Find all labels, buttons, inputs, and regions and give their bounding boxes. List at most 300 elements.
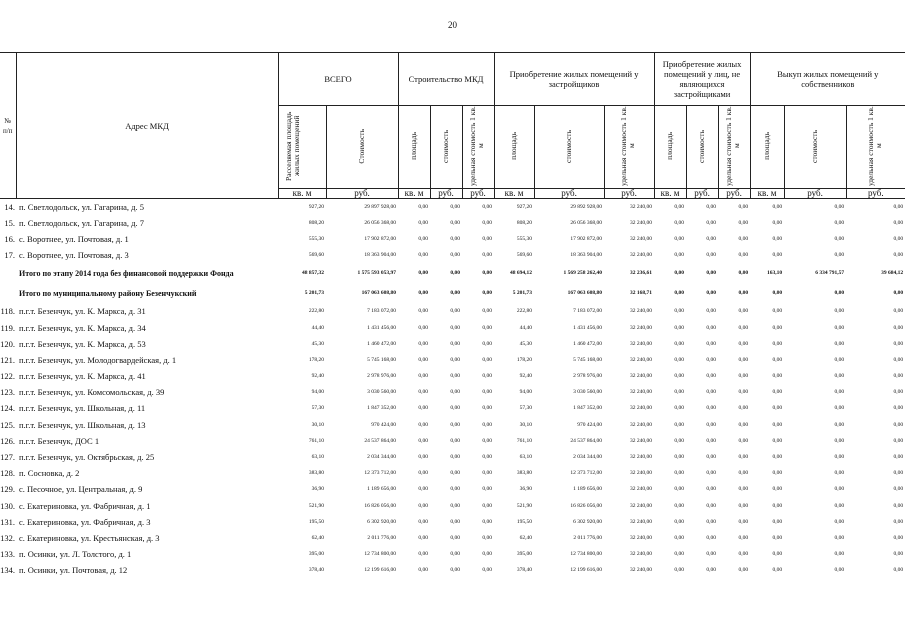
row-index: 120.	[0, 338, 15, 349]
row-address: с. Воротнее, ул. Почтовая, д. 1	[19, 233, 129, 244]
row-value: 36,90	[311, 486, 324, 493]
row-value: 92,40	[311, 373, 324, 380]
row-value: 0,00	[418, 203, 428, 210]
row-value: 0,00	[482, 389, 493, 396]
subheader-unit-cost: удельная стоимость 1 кв. м	[718, 106, 750, 189]
row-value: 0,00	[738, 203, 749, 210]
table-row	[0, 562, 905, 578]
row-value: 0,00	[706, 324, 717, 331]
row-value: 0,00	[893, 437, 904, 444]
row-value: 0,00	[450, 324, 460, 331]
row-value: 0,00	[674, 219, 685, 226]
row-address: п. Осинки, ул. Почтовая, д. 12	[19, 565, 128, 576]
resettlement-table	[0, 52, 905, 578]
row-value: 0,00	[738, 340, 749, 347]
row-value: 30,10	[311, 421, 324, 428]
row-index: 15.	[4, 217, 15, 228]
row-value: 0,00	[772, 518, 783, 525]
row-address: с. Песочное, ул. Центральная, д. 9	[19, 484, 143, 495]
row-address: п.г.т. Безенчук, ул. Октябрьская, д. 25	[19, 452, 155, 463]
row-value: 0,00	[738, 270, 749, 277]
row-value: 32 240,00	[630, 389, 653, 396]
row-value: 0,00	[450, 421, 460, 428]
table-row	[0, 352, 905, 368]
row-value: 0,00	[674, 373, 685, 380]
row-value: 0,00	[893, 356, 904, 363]
row-value: 0,00	[772, 486, 783, 493]
row-index: 14.	[4, 201, 15, 212]
row-address: п.г.т. Безенчук, ул. К. Маркса, д. 31	[19, 306, 146, 317]
row-value: 0,00	[706, 389, 717, 396]
row-value: 0,00	[674, 405, 685, 412]
row-value: 12 734 800,00	[570, 551, 603, 558]
row-value: 0,00	[674, 454, 685, 461]
row-value: 0,00	[418, 454, 428, 461]
table-row	[0, 400, 905, 416]
row-index: 17.	[4, 250, 15, 261]
row-value: 0,00	[738, 308, 749, 315]
row-value: 0,00	[893, 405, 904, 412]
row-index: 127.	[0, 452, 15, 463]
row-value: 0,00	[674, 534, 685, 541]
row-value: 0,00	[772, 235, 783, 242]
row-value: 32 168,71	[630, 290, 653, 297]
row-value: 32 240,00	[630, 405, 653, 412]
row-value: 0,00	[738, 502, 749, 509]
table-header	[0, 53, 905, 199]
subheader-area: площадь	[654, 106, 686, 189]
row-value: 0,00	[418, 405, 428, 412]
row-value: 0,00	[674, 252, 685, 259]
row-value: 16 826 056,00	[570, 502, 603, 509]
row-value: 383,80	[516, 470, 533, 477]
row-value: 0,00	[482, 486, 493, 493]
table-row	[0, 433, 905, 449]
row-value: 39 684,12	[881, 270, 904, 277]
subheader-area: площадь	[398, 106, 430, 189]
table-row	[0, 319, 905, 335]
row-value: 0,00	[738, 373, 749, 380]
row-value: 32 240,00	[630, 340, 653, 347]
header-group-buyout: Выкуп жилых помещений у собственников	[750, 53, 905, 106]
row-value: 62,40	[519, 534, 533, 541]
row-index: 131.	[0, 516, 15, 527]
row-value: 0,00	[674, 389, 685, 396]
row-value: 395,00	[516, 551, 533, 558]
row-value: 57,30	[311, 405, 324, 412]
row-value: 0,00	[418, 270, 428, 277]
row-value: 0,00	[834, 486, 845, 493]
row-value: 0,00	[834, 551, 845, 558]
row-value: 6 302 920,00	[367, 518, 396, 525]
row-value: 0,00	[450, 551, 460, 558]
row-value: 0,00	[418, 470, 428, 477]
row-value: 17 902 872,00	[570, 235, 603, 242]
row-value: 0,00	[706, 518, 717, 525]
row-value: 32 236,61	[630, 270, 653, 277]
row-value: 0,00	[834, 421, 845, 428]
row-value: 1 431 456,00	[573, 324, 603, 331]
row-value: 0,00	[418, 356, 428, 363]
row-value: 569,60	[308, 252, 324, 259]
row-value: 32 240,00	[630, 534, 653, 541]
row-value: 92,40	[519, 373, 533, 380]
row-value: 0,00	[738, 518, 749, 525]
row-value: 32 240,00	[630, 437, 653, 444]
row-value: 0,00	[482, 470, 493, 477]
table-row	[0, 530, 905, 546]
row-value: 0,00	[893, 389, 904, 396]
row-value: 1 569 258 262,40	[563, 270, 603, 277]
row-value: 32 240,00	[630, 486, 653, 493]
row-value: 555,30	[308, 235, 324, 242]
row-value: 0,00	[706, 454, 717, 461]
row-value: 0,00	[674, 290, 685, 297]
row-value: 3 030 560,00	[367, 389, 396, 396]
total-row	[0, 263, 905, 283]
row-value: 32 240,00	[630, 518, 653, 525]
row-value: 0,00	[450, 356, 460, 363]
row-value: 0,00	[674, 502, 685, 509]
row-value: 7 183 072,00	[573, 308, 603, 315]
row-value: 0,00	[834, 389, 845, 396]
row-value: 0,00	[834, 567, 845, 574]
table-row	[0, 336, 905, 352]
row-value: 0,00	[482, 373, 493, 380]
row-index: 130.	[0, 500, 15, 511]
row-value: 0,00	[738, 470, 749, 477]
row-value: 0,00	[772, 437, 783, 444]
row-value: 0,00	[834, 454, 845, 461]
row-value: 0,00	[893, 373, 904, 380]
unit-label: руб.	[430, 189, 462, 199]
row-value: 555,30	[516, 235, 533, 242]
row-value: 163,10	[766, 270, 783, 277]
row-value: 12 373 712,00	[364, 470, 396, 477]
row-index: 118.	[0, 306, 15, 317]
row-index: 128.	[0, 468, 15, 479]
row-value: 62,40	[311, 534, 324, 541]
row-value: 32 240,00	[630, 470, 653, 477]
subheader-area-total: Расселяемая площадь жилых помещений	[278, 106, 326, 189]
row-value: 0,00	[418, 308, 428, 315]
subheader-cost: стоимость	[784, 106, 846, 189]
row-value: 0,00	[834, 356, 845, 363]
row-address: п.г.т. Безенчук, ДОС 1	[19, 435, 100, 446]
row-value: 0,00	[482, 270, 493, 277]
row-value: 0,00	[706, 252, 717, 259]
row-value: 12 734 800,00	[364, 551, 396, 558]
row-value: 0,00	[738, 551, 749, 558]
row-value: 970 424,00	[371, 421, 396, 428]
row-value: 2 978 976,00	[367, 373, 396, 380]
row-value: 0,00	[482, 502, 493, 509]
row-value: 0,00	[772, 373, 783, 380]
row-value: 0,00	[482, 534, 493, 541]
row-value: 16 826 056,00	[364, 502, 396, 509]
row-value: 0,00	[738, 389, 749, 396]
row-value: 0,00	[706, 340, 717, 347]
table-row	[0, 546, 905, 562]
row-value: 1 575 593 053,97	[357, 270, 396, 277]
row-value: 0,00	[772, 567, 783, 574]
row-value: 0,00	[482, 421, 493, 428]
row-value: 32 240,00	[630, 454, 653, 461]
row-value: 5 745 168,00	[367, 356, 396, 363]
row-value: 0,00	[834, 308, 845, 315]
row-value: 0,00	[893, 470, 904, 477]
row-value: 0,00	[772, 290, 783, 297]
row-value: 0,00	[738, 219, 749, 226]
row-value: 32 240,00	[630, 235, 653, 242]
row-value: 0,00	[738, 235, 749, 242]
row-address: п.г.т. Безенчук, ул. К. Маркса, д. 41	[19, 371, 146, 382]
row-value: 48 694,12	[510, 270, 533, 277]
row-value: 0,00	[450, 502, 460, 509]
row-value: 0,00	[418, 389, 428, 396]
row-value: 0,00	[772, 534, 783, 541]
row-value: 94,00	[519, 389, 533, 396]
row-index: 134.	[0, 565, 15, 576]
row-value: 0,00	[450, 308, 460, 315]
row-value: 44,40	[311, 324, 324, 331]
row-address: п. Светлодольск, ул. Гагарина, д. 7	[19, 217, 144, 228]
unit-label: руб.	[534, 189, 604, 199]
row-value: 0,00	[674, 235, 685, 242]
row-value: 32 240,00	[630, 421, 653, 428]
row-value: 0,00	[738, 454, 749, 461]
row-value: 0,00	[834, 252, 845, 259]
row-value: 5 201,73	[512, 290, 533, 297]
row-value: 2 978 976,00	[573, 373, 603, 380]
row-value: 0,00	[674, 324, 685, 331]
row-value: 1 431 456,00	[367, 324, 396, 331]
row-value: 178,20	[308, 356, 324, 363]
row-value: 0,00	[893, 502, 904, 509]
row-address: п. Сосновка, д. 2	[19, 468, 80, 479]
row-value: 761,10	[308, 437, 324, 444]
row-value: 0,00	[418, 518, 428, 525]
row-value: 0,00	[706, 567, 717, 574]
row-value: 0,00	[482, 203, 493, 210]
table-row	[0, 199, 905, 215]
row-value: 32 240,00	[630, 502, 653, 509]
row-value: 0,00	[706, 219, 717, 226]
row-value: 0,00	[482, 437, 493, 444]
row-value: 521,90	[308, 502, 324, 509]
row-value: 17 902 872,00	[364, 235, 396, 242]
row-value: 0,00	[772, 405, 783, 412]
row-value: 32 240,00	[630, 219, 653, 226]
table-row	[0, 384, 905, 400]
unit-label: кв. м	[494, 189, 534, 199]
row-value: 0,00	[893, 235, 904, 242]
row-value: 0,00	[418, 340, 428, 347]
row-value: 521,90	[516, 502, 533, 509]
row-value: 0,00	[738, 290, 749, 297]
row-value: 970 424,00	[577, 421, 603, 428]
row-value: 0,00	[772, 308, 783, 315]
row-value: 0,00	[738, 567, 749, 574]
row-value: 178,20	[516, 356, 533, 363]
row-value: 0,00	[418, 502, 428, 509]
row-value: 44,40	[519, 324, 533, 331]
row-value: 0,00	[450, 235, 460, 242]
row-value: 0,00	[674, 567, 685, 574]
row-value: 63,10	[519, 454, 533, 461]
row-value: 0,00	[706, 470, 717, 477]
row-value: 0,00	[772, 203, 783, 210]
row-value: 0,00	[834, 324, 845, 331]
row-index: 121.	[0, 354, 15, 365]
row-value: 24 537 864,00	[364, 437, 396, 444]
row-value: 0,00	[834, 437, 845, 444]
row-address: п.г.т. Безенчук, ул. Школьная, д. 13	[19, 419, 146, 430]
row-value: 0,00	[674, 340, 685, 347]
row-value: 0,00	[674, 551, 685, 558]
row-value: 0,00	[772, 502, 783, 509]
row-value: 0,00	[706, 235, 717, 242]
row-value: 0,00	[482, 518, 493, 525]
subheader-unit-cost: удельная стоимость 1 кв. м	[846, 106, 905, 189]
row-index	[0, 263, 16, 283]
table-row	[0, 417, 905, 433]
row-value: 195,50	[516, 518, 533, 525]
row-value: 7 183 072,00	[367, 308, 396, 315]
header-group-total: ВСЕГО	[278, 53, 398, 106]
row-value: 0,00	[450, 219, 460, 226]
row-value: 0,00	[450, 252, 460, 259]
row-value: 0,00	[450, 389, 460, 396]
unit-label: руб.	[326, 189, 398, 199]
subheader-cost: стоимость	[430, 106, 462, 189]
table-row	[0, 514, 905, 530]
row-value: 0,00	[418, 219, 428, 226]
header-group-developers: Приобретение жилых помещений у застройщиков	[494, 53, 654, 106]
row-address: с. Екатериновка, ул. Крестьянская, д. 3	[19, 532, 160, 543]
unit-label: руб.	[846, 189, 905, 199]
row-index: 122.	[0, 371, 15, 382]
row-value: 29 892 928,00	[570, 203, 603, 210]
row-address: Итого по этапу 2014 года без финансовой поддержки Фонда	[19, 268, 234, 278]
row-value: 0,00	[706, 290, 717, 297]
page-number: 20	[448, 20, 457, 30]
row-value: 0,00	[893, 340, 904, 347]
row-value: 0,00	[772, 470, 783, 477]
row-value: 2 011 776,00	[367, 534, 396, 541]
row-value: 0,00	[418, 373, 428, 380]
row-index: 124.	[0, 403, 15, 414]
unit-label: руб.	[604, 189, 654, 199]
total-row	[0, 283, 905, 303]
row-value: 0,00	[418, 437, 428, 444]
row-value: 12 199 616,00	[570, 567, 603, 574]
table-row	[0, 215, 905, 231]
row-value: 0,00	[834, 470, 845, 477]
subheader-unit-cost: удельная стоимость 1 кв. м	[462, 106, 494, 189]
row-value: 378,40	[516, 567, 533, 574]
subheader-area: площадь	[750, 106, 784, 189]
row-value: 1 460 472,00	[367, 340, 396, 347]
row-value: 0,00	[834, 518, 845, 525]
row-value: 0,00	[450, 534, 460, 541]
row-value: 761,10	[516, 437, 533, 444]
row-value: 0,00	[834, 290, 845, 297]
row-address: п.г.т. Безенчук, ул. Школьная, д. 11	[19, 403, 146, 414]
row-value: 0,00	[706, 308, 717, 315]
row-address: с. Воротнее, ул. Почтовая, д. 3	[19, 250, 129, 261]
row-value: 0,00	[450, 290, 460, 297]
row-value: 808,20	[308, 219, 324, 226]
row-value: 927,20	[516, 203, 533, 210]
row-value: 0,00	[418, 235, 428, 242]
header-group-construction: Строительство МКД	[398, 53, 494, 106]
row-value: 6 334 791,57	[815, 270, 845, 277]
row-value: 0,00	[706, 551, 717, 558]
row-value: 3 030 560,00	[573, 389, 603, 396]
table-body	[0, 199, 905, 579]
row-value: 32 240,00	[630, 356, 653, 363]
row-address: п.г.т. Безенчук, ул. К. Маркса, д. 53	[19, 338, 146, 349]
row-address: с. Екатериновка, ул. Фабричная, д. 1	[19, 500, 151, 511]
row-value: 0,00	[450, 405, 460, 412]
subheader-cost: стоимость	[534, 106, 604, 189]
row-value: 0,00	[706, 356, 717, 363]
row-value: 0,00	[482, 308, 493, 315]
row-value: 0,00	[834, 340, 845, 347]
row-index: 16.	[4, 233, 15, 244]
row-value: 0,00	[706, 405, 717, 412]
row-value: 0,00	[893, 252, 904, 259]
header-index: № п/п	[0, 53, 16, 199]
row-value: 0,00	[738, 534, 749, 541]
row-value: 0,00	[482, 219, 493, 226]
row-value: 0,00	[706, 486, 717, 493]
row-value: 808,20	[516, 219, 533, 226]
row-value: 0,00	[450, 518, 460, 525]
row-value: 1 847 352,00	[573, 405, 603, 412]
row-value: 0,00	[482, 551, 493, 558]
row-address: Итого по муниципальному району Безенчукский	[19, 288, 197, 298]
table-row	[0, 231, 905, 247]
row-value: 0,00	[450, 437, 460, 444]
row-value: 0,00	[450, 486, 460, 493]
row-value: 167 063 608,80	[361, 290, 396, 297]
row-value: 0,00	[482, 356, 493, 363]
row-value: 0,00	[674, 421, 685, 428]
row-value: 569,60	[516, 252, 533, 259]
row-value: 1 460 472,00	[573, 340, 603, 347]
row-value: 32 240,00	[630, 551, 653, 558]
row-value: 18 363 904,00	[364, 252, 396, 259]
unit-label: кв. м	[278, 189, 326, 199]
row-value: 0,00	[482, 252, 493, 259]
row-value: 1 189 656,00	[573, 486, 603, 493]
row-value: 0,00	[738, 421, 749, 428]
row-value: 0,00	[834, 235, 845, 242]
row-value: 0,00	[674, 437, 685, 444]
row-value: 0,00	[706, 421, 717, 428]
row-value: 0,00	[674, 270, 685, 277]
row-value: 5 745 168,00	[573, 356, 603, 363]
row-value: 2 011 776,00	[573, 534, 603, 541]
row-value: 0,00	[834, 219, 845, 226]
row-value: 1 847 352,00	[367, 405, 396, 412]
row-value: 0,00	[418, 534, 428, 541]
row-value: 383,80	[308, 470, 324, 477]
row-value: 395,00	[308, 551, 324, 558]
row-value: 0,00	[893, 308, 904, 315]
